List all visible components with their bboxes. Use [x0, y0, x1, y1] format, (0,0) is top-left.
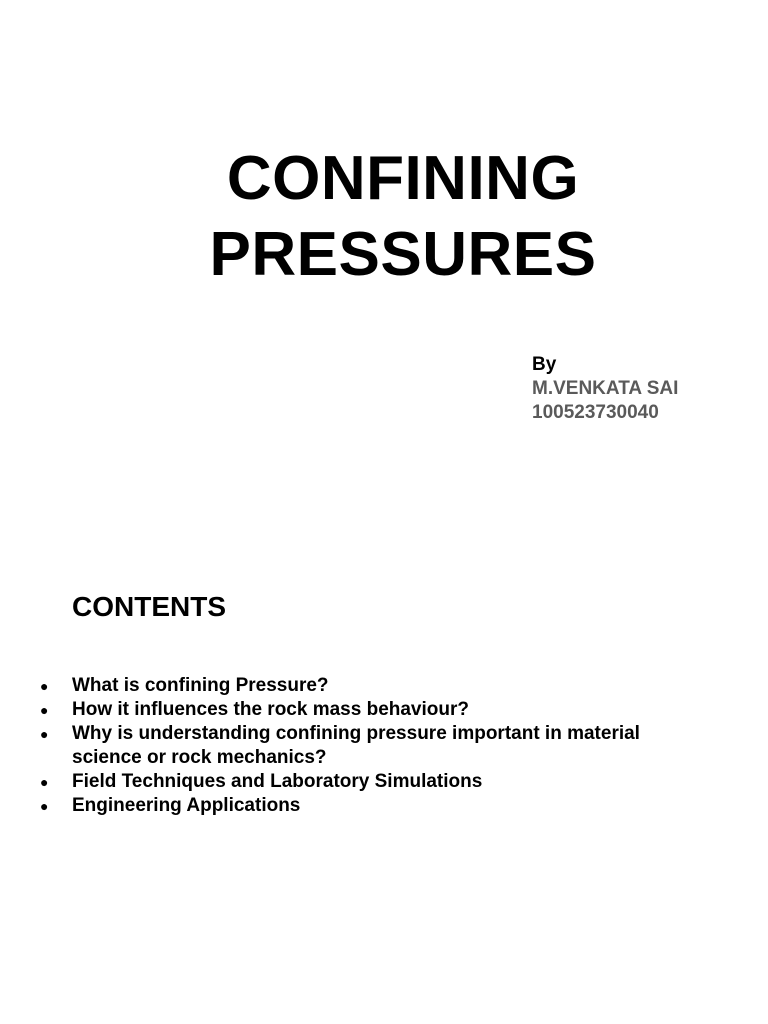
- bullet-icon: ●: [40, 774, 49, 790]
- list-item: [40, 770, 700, 794]
- list-item: [40, 674, 700, 698]
- list-item-text: Engineering Applications: [72, 795, 301, 816]
- bullet-icon: ●: [40, 798, 49, 814]
- title-line-1: CONFINING: [226, 144, 580, 213]
- author-name: M.VENKATA SAI: [532, 378, 679, 399]
- registration-number: 100523730040: [532, 402, 659, 423]
- document-title: [0, 141, 768, 293]
- list-item: [40, 794, 700, 818]
- list-item-text: How it influences the rock mass behaviour?: [72, 699, 469, 720]
- list-item-text: Field Techniques and Laboratory Simulations: [72, 771, 483, 792]
- list-item: [40, 722, 700, 770]
- title-line-2: PRESSURES: [209, 220, 597, 289]
- bullet-icon: ●: [40, 678, 49, 694]
- contents-list: [40, 674, 700, 818]
- byline: [532, 353, 678, 425]
- list-item-text: Why is understanding confining pressure important in material science or rock mechanics?: [72, 723, 640, 768]
- list-item-text: What is confining Pressure?: [72, 675, 329, 696]
- contents-heading: CONTENTS: [72, 591, 226, 622]
- list-item: [40, 698, 700, 722]
- bullet-icon: ●: [40, 702, 49, 718]
- bullet-icon: ●: [40, 726, 49, 742]
- byline-label: By: [532, 354, 557, 375]
